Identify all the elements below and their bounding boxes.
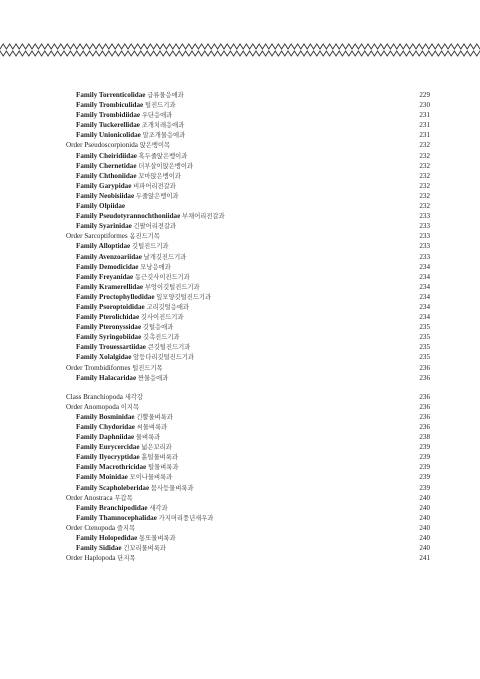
page-number: 234: [419, 272, 430, 281]
latin-name: Family Chernetidae: [76, 161, 137, 170]
latin-name: Family Sididae: [76, 544, 122, 553]
korean-name: 긴팔어리전갈과: [133, 223, 177, 231]
latin-name: Family Scapholeberidae: [76, 483, 150, 492]
latin-name: Family Daphniidae: [76, 433, 135, 442]
latin-name: Order Trombidiformes: [66, 363, 131, 372]
korean-name: 털물벼룩과: [147, 464, 179, 472]
toc-row-family: [66, 211, 430, 221]
korean-name: 혹두줄앉은뱅이과: [138, 152, 188, 160]
latin-name: Order Haplopoda: [66, 554, 116, 563]
page-number: 233: [419, 252, 430, 261]
page-number: 235: [419, 353, 430, 362]
korean-name: 더부살이앉은뱅이과: [138, 162, 194, 170]
toc-row-family: [66, 151, 430, 161]
toc-row-family: [66, 201, 430, 211]
page-number: 234: [419, 282, 430, 291]
korean-name: 부채어리전갈과: [182, 213, 225, 221]
toc-row-order: [66, 523, 430, 533]
korean-name: 잎모양깃털진드기과: [156, 293, 212, 301]
toc-row-order: [66, 140, 430, 150]
korean-name: 큰깃털진드기과: [147, 344, 191, 352]
latin-name: Family Branchipodidae: [76, 503, 148, 512]
latin-name: Family Pteronyssidae: [76, 323, 142, 332]
page-number: 240: [419, 493, 430, 502]
korean-name: 깃사이진드기과: [140, 314, 184, 322]
korean-name: 말조개물응애과: [142, 132, 186, 140]
korean-name: 긴꼬리물벼룩과: [123, 545, 166, 553]
page-number: 232: [419, 161, 430, 170]
page-number: 234: [419, 302, 430, 311]
page-number: 234: [419, 292, 430, 301]
page-number: 239: [419, 443, 430, 452]
toc-row-order: [66, 402, 430, 412]
toc-entry-title: [66, 553, 135, 564]
latin-name: Family Tuckerellidae: [76, 121, 140, 130]
toc-entry-title: [76, 373, 168, 384]
latin-name: Family Chthoniidae: [76, 171, 137, 180]
korean-name: 물벼룩과: [135, 434, 161, 442]
korean-name: 날개깃진드기과: [143, 253, 187, 261]
page-number: 231: [419, 131, 430, 140]
table-of-contents: [66, 90, 430, 563]
page-number: 229: [419, 91, 430, 99]
korean-name: 즐지목: [116, 524, 136, 532]
page-number: 232: [419, 151, 430, 160]
latin-name: Family Pterolichidae: [76, 313, 140, 322]
page-number: 235: [419, 323, 430, 332]
korean-name: 털진드기목: [132, 364, 163, 372]
korean-name: 모이나물벼룩과: [129, 474, 173, 482]
page-number: 241: [419, 554, 430, 563]
page-number: 239: [419, 483, 430, 492]
korean-name: 통또물벼룩과: [139, 535, 176, 543]
toc-row-family: [66, 513, 430, 523]
page-number: 236: [419, 412, 430, 421]
korean-name: 조개치레응애과: [141, 122, 185, 130]
page-number: 236: [419, 392, 430, 401]
korean-name: 씨물벼룩과: [136, 424, 168, 431]
page-number: 235: [419, 343, 430, 352]
page-number: 236: [419, 402, 430, 411]
latin-name: Family Kramerellidae: [76, 282, 144, 291]
latin-name: Family Chydoridae: [76, 423, 135, 431]
page-number: 239: [419, 453, 430, 462]
latin-name: Class Branchiopoda: [66, 392, 123, 401]
korean-name: 우단응애과: [141, 112, 173, 120]
toc-row-family: [66, 130, 430, 140]
korean-name: 앉은뱅이목: [139, 142, 171, 150]
latin-name: Family Xolalgidae: [76, 353, 132, 362]
latin-name: Family Trombiculidae: [76, 101, 144, 110]
toc-row-family: [66, 282, 430, 292]
page-number: 231: [419, 111, 430, 120]
latin-name: Family Trouessartiidae: [76, 343, 146, 352]
latin-name: Family Garypidae: [76, 181, 132, 190]
latin-name: Family Proctophyllodidae: [76, 292, 155, 301]
toc-row-order: [66, 363, 430, 373]
korean-name: 고리깃털응애과: [146, 303, 190, 311]
page-number: 239: [419, 473, 430, 482]
toc-row-order: [66, 231, 430, 241]
latin-name: Family Ilyocryptidae: [76, 453, 140, 462]
page-number: 232: [419, 171, 430, 180]
toc-row-family: [66, 302, 430, 312]
korean-name: 급류물응애과: [147, 92, 184, 99]
latin-name: Order Ctenopoda: [66, 523, 116, 532]
toc-row-family: [66, 90, 430, 100]
toc-row-family: [66, 533, 430, 543]
toc-row-order: [66, 553, 430, 563]
page-number: 232: [419, 141, 430, 150]
korean-name: 무갑목: [114, 494, 133, 502]
page-number: 240: [419, 523, 430, 532]
toc-row-family: [66, 412, 430, 422]
korean-name: 부엉이깃털진드기과: [144, 283, 200, 291]
toc-row-family: [66, 292, 430, 302]
toc-row-family: [66, 252, 430, 262]
korean-name: 뭄사등물벼룩과: [150, 484, 194, 492]
latin-name: Order Anomopoda: [66, 402, 119, 411]
toc-row-family: [66, 191, 430, 201]
page-number: 236: [419, 373, 430, 382]
korean-name: 모낭응애과: [140, 263, 171, 271]
page-number: 233: [419, 232, 430, 241]
toc-row-family: [66, 373, 430, 383]
latin-name: Family Pseudotyrannochthoniidae: [76, 212, 181, 221]
page-number: 232: [419, 181, 430, 190]
toc-row-family: [66, 472, 430, 482]
latin-name: Family Avenzoariidae: [76, 252, 142, 261]
page-number: 240: [419, 513, 430, 522]
toc-row-family: [66, 181, 430, 191]
latin-name: Family Thamnocephalidae: [76, 513, 157, 522]
korean-name: 새각강: [124, 393, 143, 401]
latin-name: Family Syarinidae: [76, 222, 132, 231]
wave-line: [0, 44, 480, 49]
page-number: 240: [419, 534, 430, 543]
page-number: 234: [419, 262, 430, 271]
latin-name: Family Eurycercidae: [76, 443, 140, 452]
page-number: 240: [419, 503, 430, 512]
latin-name: Family Unionicolidae: [76, 131, 141, 140]
latin-name: Family Torrenticolidae: [76, 91, 146, 99]
toc-row-family: [66, 332, 430, 342]
latin-name: Family Holopedidae: [76, 534, 138, 543]
latin-name: Order Pseudoscorpionida: [66, 141, 138, 150]
korean-name: 앞등다리깃털진드기과: [133, 354, 194, 362]
toc-row-family: [66, 342, 430, 352]
page-number: 230: [419, 101, 430, 110]
korean-name: 흙털물벼룩과: [141, 454, 178, 462]
toc-row-family: [66, 452, 430, 462]
korean-name: 새각과: [149, 504, 168, 512]
toc-row-family: [66, 161, 430, 171]
wave-line: [0, 51, 480, 56]
wave-border-icon: [0, 41, 480, 59]
latin-name: Family Alloptidae: [76, 242, 131, 251]
toc-row-family: [66, 422, 430, 432]
korean-name: 단지목: [117, 555, 136, 563]
korean-name: 두줄앉은뱅이과: [135, 192, 179, 200]
korean-name: 깃털진드기과: [131, 243, 169, 251]
latin-name: Family Freyanidae: [76, 272, 134, 281]
page-number: 239: [419, 463, 430, 472]
toc-row-family: [66, 322, 430, 332]
toc-row-family: [66, 241, 430, 251]
page-number: 232: [419, 202, 430, 211]
page-number: 234: [419, 313, 430, 322]
toc-row-family: [66, 352, 430, 362]
latin-name: Family Olpiidae: [76, 202, 126, 211]
korean-name: 짠물응애과: [137, 374, 169, 382]
toc-row-family: [66, 221, 430, 231]
latin-name: Family Cheiridiidae: [76, 151, 137, 160]
toc-row-family: [66, 120, 430, 130]
korean-name: 옴진드기목: [129, 233, 160, 241]
page-number: 231: [419, 121, 430, 130]
latin-name: Family Syringobiidae: [76, 333, 142, 342]
toc-row-family: [66, 503, 430, 513]
korean-name: 가지머리풍년새우과: [158, 514, 214, 522]
page-number: 233: [419, 222, 430, 231]
latin-name: Family Moinidae: [76, 473, 128, 482]
korean-name: 동근깃사이진드기과: [135, 273, 190, 281]
toc-row-class: [66, 392, 430, 402]
toc-row-family: [66, 432, 430, 442]
korean-name: 긴뿔물벼룩과: [136, 413, 173, 421]
page-number: 236: [419, 363, 430, 372]
latin-name: Family Macrothricidae: [76, 463, 147, 472]
toc-row-family: [66, 543, 430, 553]
korean-name: 꼬마앉은뱅이과: [138, 172, 181, 180]
toc-row-order: [66, 493, 430, 503]
page-number: 235: [419, 333, 430, 342]
page-number: 240: [419, 544, 430, 553]
toc-row-family: [66, 272, 430, 282]
korean-name: 이지목: [120, 403, 140, 411]
latin-name: Family Trombidiidae: [76, 111, 141, 120]
toc-row-family: [66, 171, 430, 181]
latin-name: Family Halacaridae: [76, 373, 137, 382]
korean-name: 비파어리전갈과: [133, 182, 176, 190]
page-number: 232: [419, 191, 430, 200]
latin-name: Order Anostraca: [66, 493, 113, 502]
toc-row-family: [66, 110, 430, 120]
page-number: 233: [419, 242, 430, 251]
toc-row-family: [66, 262, 430, 272]
toc-entry-title: [76, 201, 125, 211]
latin-name: Order Sarcoptiformes: [66, 232, 128, 241]
latin-name: Family Psoroptoididae: [76, 302, 145, 311]
latin-name: Family Bosminidae: [76, 412, 135, 421]
toc-row-family: [66, 442, 430, 452]
toc-row-family: [66, 100, 430, 110]
toc-row-family: [66, 312, 430, 322]
latin-name: Family Demodicidae: [76, 262, 139, 271]
korean-name: 털진드기과: [144, 102, 176, 110]
page-number: 238: [419, 433, 430, 442]
toc-row-family: [66, 462, 430, 472]
korean-name: 깃털응애과: [142, 324, 174, 332]
korean-name: 깃촉진드기과: [143, 334, 180, 342]
page-number: 233: [419, 212, 430, 221]
page-number: 236: [419, 423, 430, 431]
toc-row-family: [66, 483, 430, 493]
latin-name: Family Neobisiidae: [76, 191, 135, 200]
korean-name: 넓은꼬리과: [141, 444, 172, 452]
